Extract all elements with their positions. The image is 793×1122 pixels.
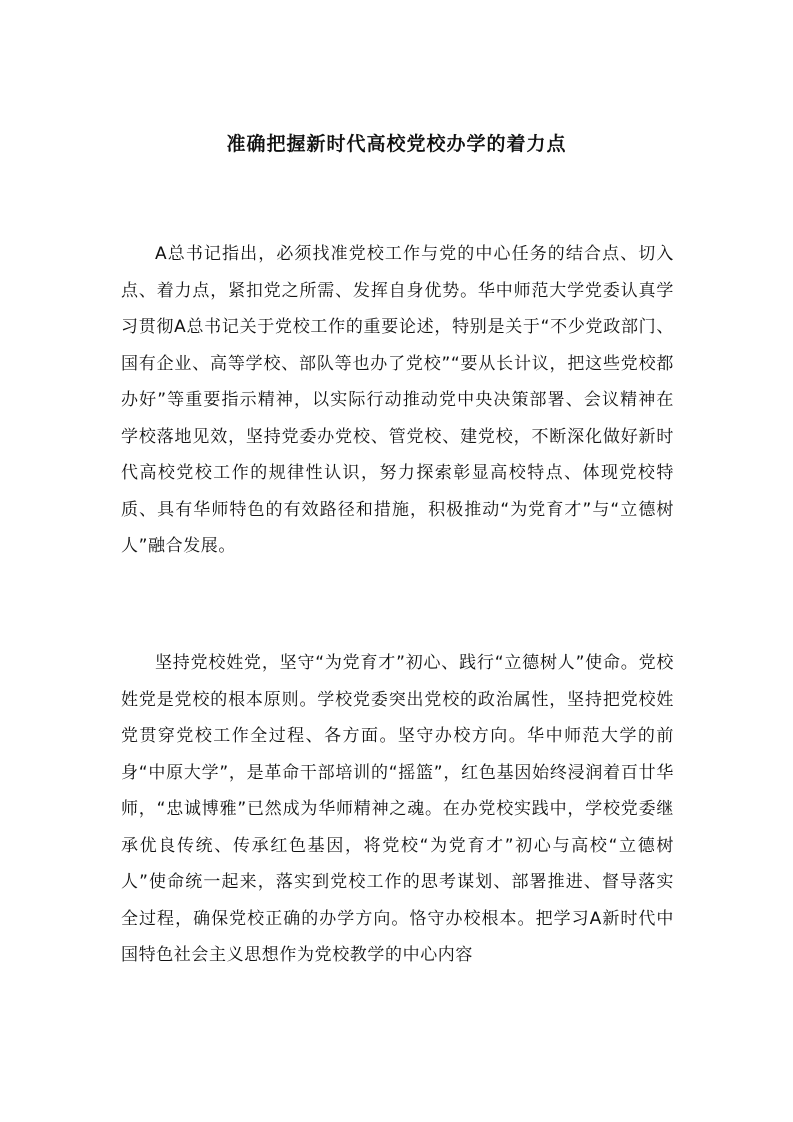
document-title: 准确把握新时代高校党校办学的着力点 [226, 133, 567, 155]
body-paragraph-2: 坚持党校姓党，坚守“为党育才”初心、践行“立德树人”使命。党校姓党是党校的根本原则。学校党委突出党校的政治属性，坚持把党校姓党贯穿党校工作全过程、各方面。坚守办校方向。华中师范大学的前身“中原大学”，是革命干部培训的“摇篮”，红色基因始终浸润着百廿华师，“忠诚博雅”已然成为华师精神之魂。在办党校实践中，学校党委继承优良传统、传承红色基因，将党校“为党育才”初心与高校“立德树人”使命统一起来，落实到党校工作的思考谋划、部署推进、督导落实全过程，确保党校正确的办学方向。恪守办校根本。把学习A新时代中国特色社会主义思想作为党校教学的中心内容 [121, 653, 674, 965]
body-paragraph-1: A总书记指出，必须找准党校工作与党的中心任务的结合点、切入点、着力点，紧扣党之所需、发挥自身优势。华中师范大学党委认真学习贯彻A总书记关于党校工作的重要论述，特别是关于“不少党政部门、国有企业、高等学校、部队等也办了党校”“要从长计议，把这些党校都办好”等重要指示精神，以实际行动推动党中央决策部署、会议精神在学校落地见效，坚持党委办党校、管党校、建党校，不断深化做好新时代高校党校工作的规律性认识，努力探索彰显高校特点、体现党校特质、具有华师特色的有效路径和措施，积极推动“为党育才”与“立德树人”融合发展。 [121, 244, 674, 556]
